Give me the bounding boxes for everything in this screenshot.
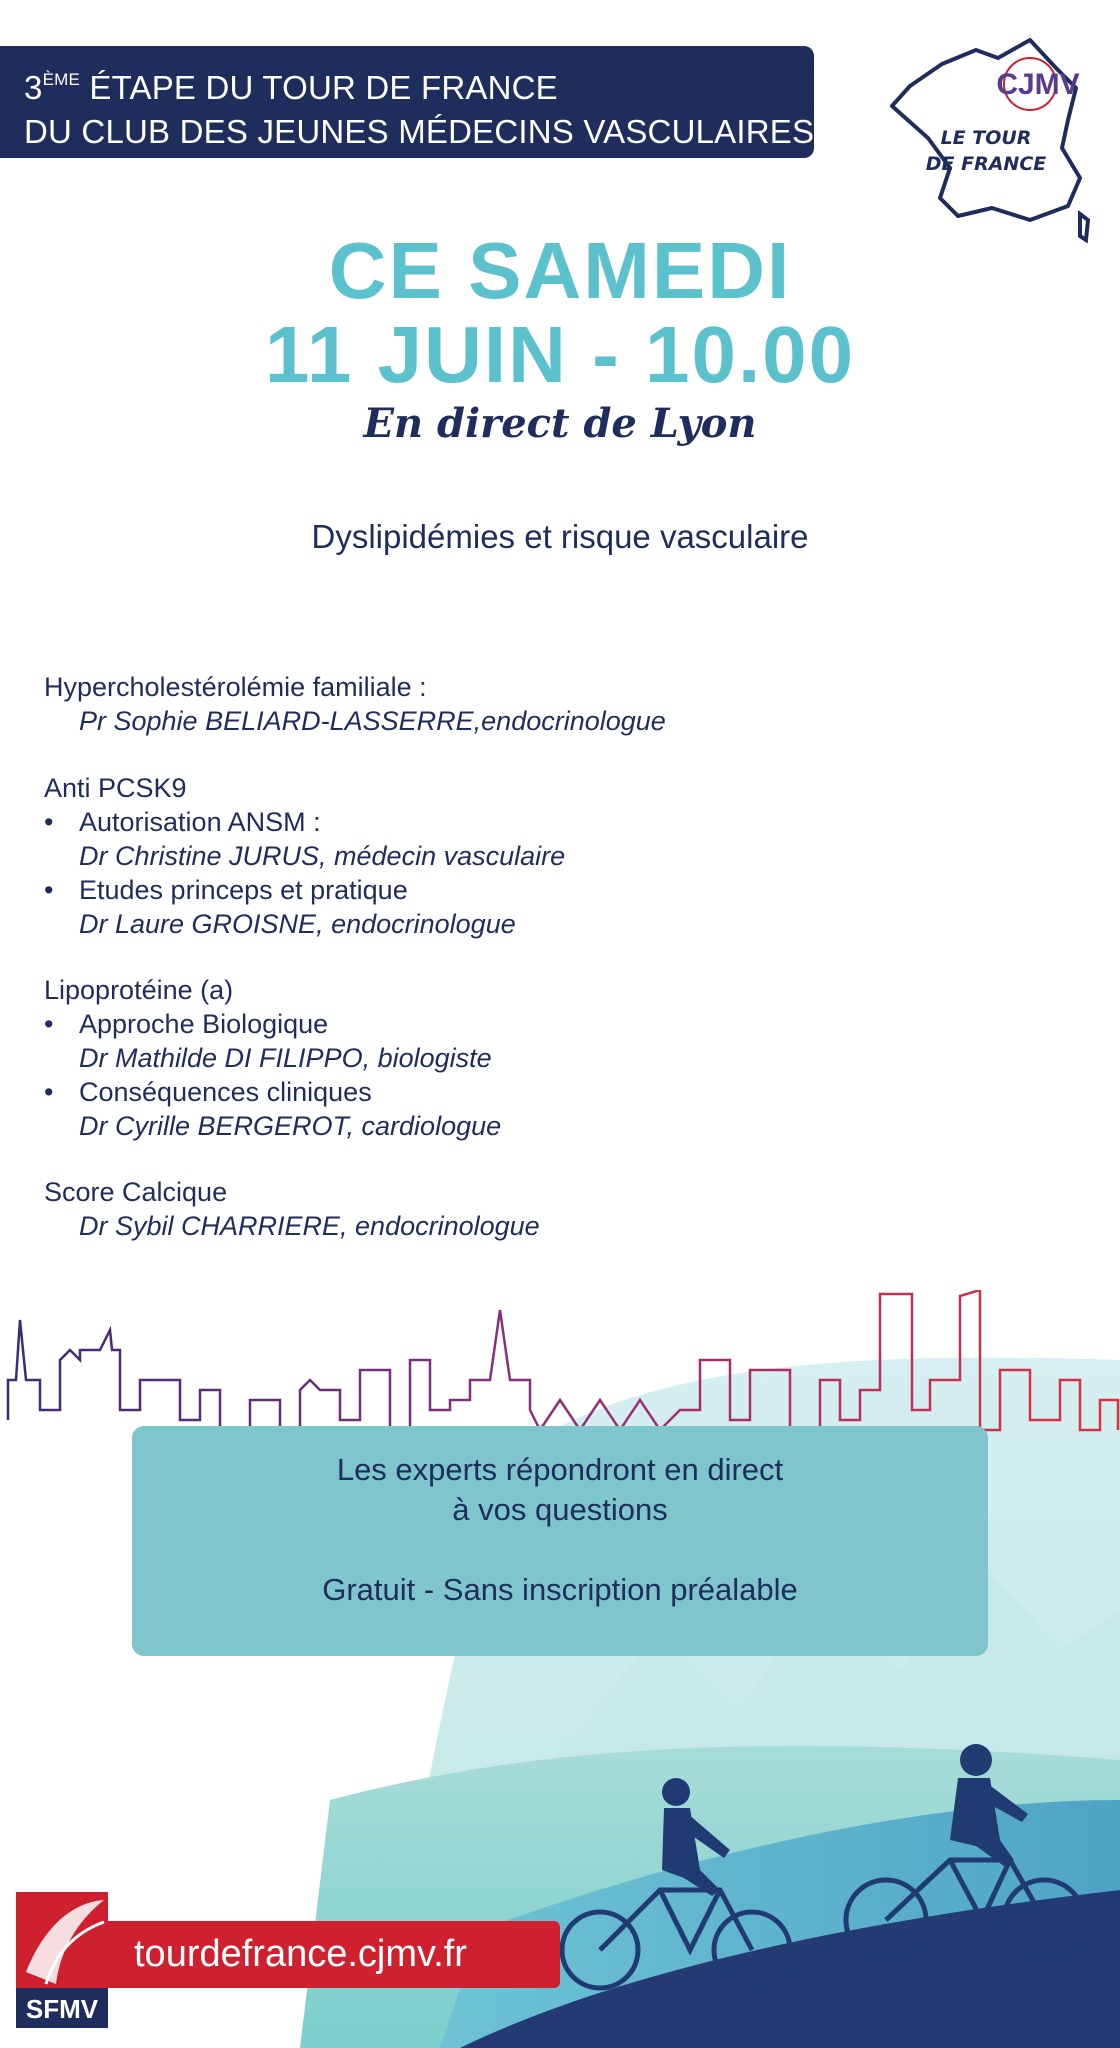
program-speaker: Dr Cyrille BERGEROT, cardiologue xyxy=(79,1111,502,1141)
program-speaker: Pr Sophie BELIARD-LASSERRE,endocrinologue xyxy=(79,706,666,736)
program-heading: Score Calcique xyxy=(44,1177,228,1207)
header-line-2: DU CLUB DES JEUNES MÉDECINS VASCULAIRES xyxy=(24,113,815,150)
info-line-1: Les experts répondront en direct xyxy=(336,1452,784,1487)
program-item: • Etudes princeps et pratique xyxy=(44,873,565,907)
info-line-3: Gratuit - Sans inscription préalable xyxy=(322,1572,798,1607)
header-banner xyxy=(0,46,814,158)
info-box xyxy=(132,1426,988,1656)
program-speaker: Dr Mathilde DI FILIPPO, biologiste xyxy=(79,1043,492,1073)
program-heading: Anti PCSK9 xyxy=(44,773,187,803)
program-item: • Autorisation ANSM : xyxy=(44,805,565,839)
program-heading: Lipoprotéine (a) xyxy=(44,975,234,1005)
program-section-3 xyxy=(44,973,501,1143)
skyline-outline xyxy=(8,1290,1118,1430)
cjmv-brand-text: CJMV xyxy=(996,68,1080,101)
header-line-1-text: ÉTAPE DU TOUR DE FRANCE xyxy=(80,69,558,106)
logo-line-1: LE TOUR xyxy=(940,127,1032,149)
program-item: • Approche Biologique xyxy=(44,1007,501,1041)
tour-de-france-logo xyxy=(880,28,1100,248)
website-link[interactable]: tourdefrance.cjmv.fr xyxy=(108,1921,560,1988)
program-section-2 xyxy=(44,771,565,941)
program-speaker: Dr Laure GROISNE, endocrinologue xyxy=(79,909,516,939)
program-speaker: Dr Christine JURUS, médecin vasculaire xyxy=(79,841,566,871)
program-item: • Conséquences cliniques xyxy=(44,1075,501,1109)
logo-line-2: DE FRANCE xyxy=(925,153,1047,175)
program-heading: Hypercholestérolémie familiale : xyxy=(44,672,427,702)
topic-title: Dyslipidémies et risque vasculaire xyxy=(311,518,809,555)
program-section-4 xyxy=(44,1175,540,1243)
title-date: CE SAMEDI xyxy=(328,226,792,315)
header-line-1 xyxy=(24,58,814,110)
sfmv-text: SFMV xyxy=(25,1994,99,2024)
program-section-1 xyxy=(44,670,666,738)
subtitle-live: En direct de Lyon xyxy=(363,400,757,447)
info-line-2: à vos questions xyxy=(452,1492,668,1527)
sfmv-logo xyxy=(16,1892,108,2028)
program-speaker: Dr Sybil CHARRIERE, endocrinologue xyxy=(79,1211,540,1241)
title-time: 11 JUIN - 10.00 xyxy=(264,310,856,399)
header-ordinal-suffix: ÈME xyxy=(42,70,81,89)
header-ordinal: 3 xyxy=(24,69,43,106)
